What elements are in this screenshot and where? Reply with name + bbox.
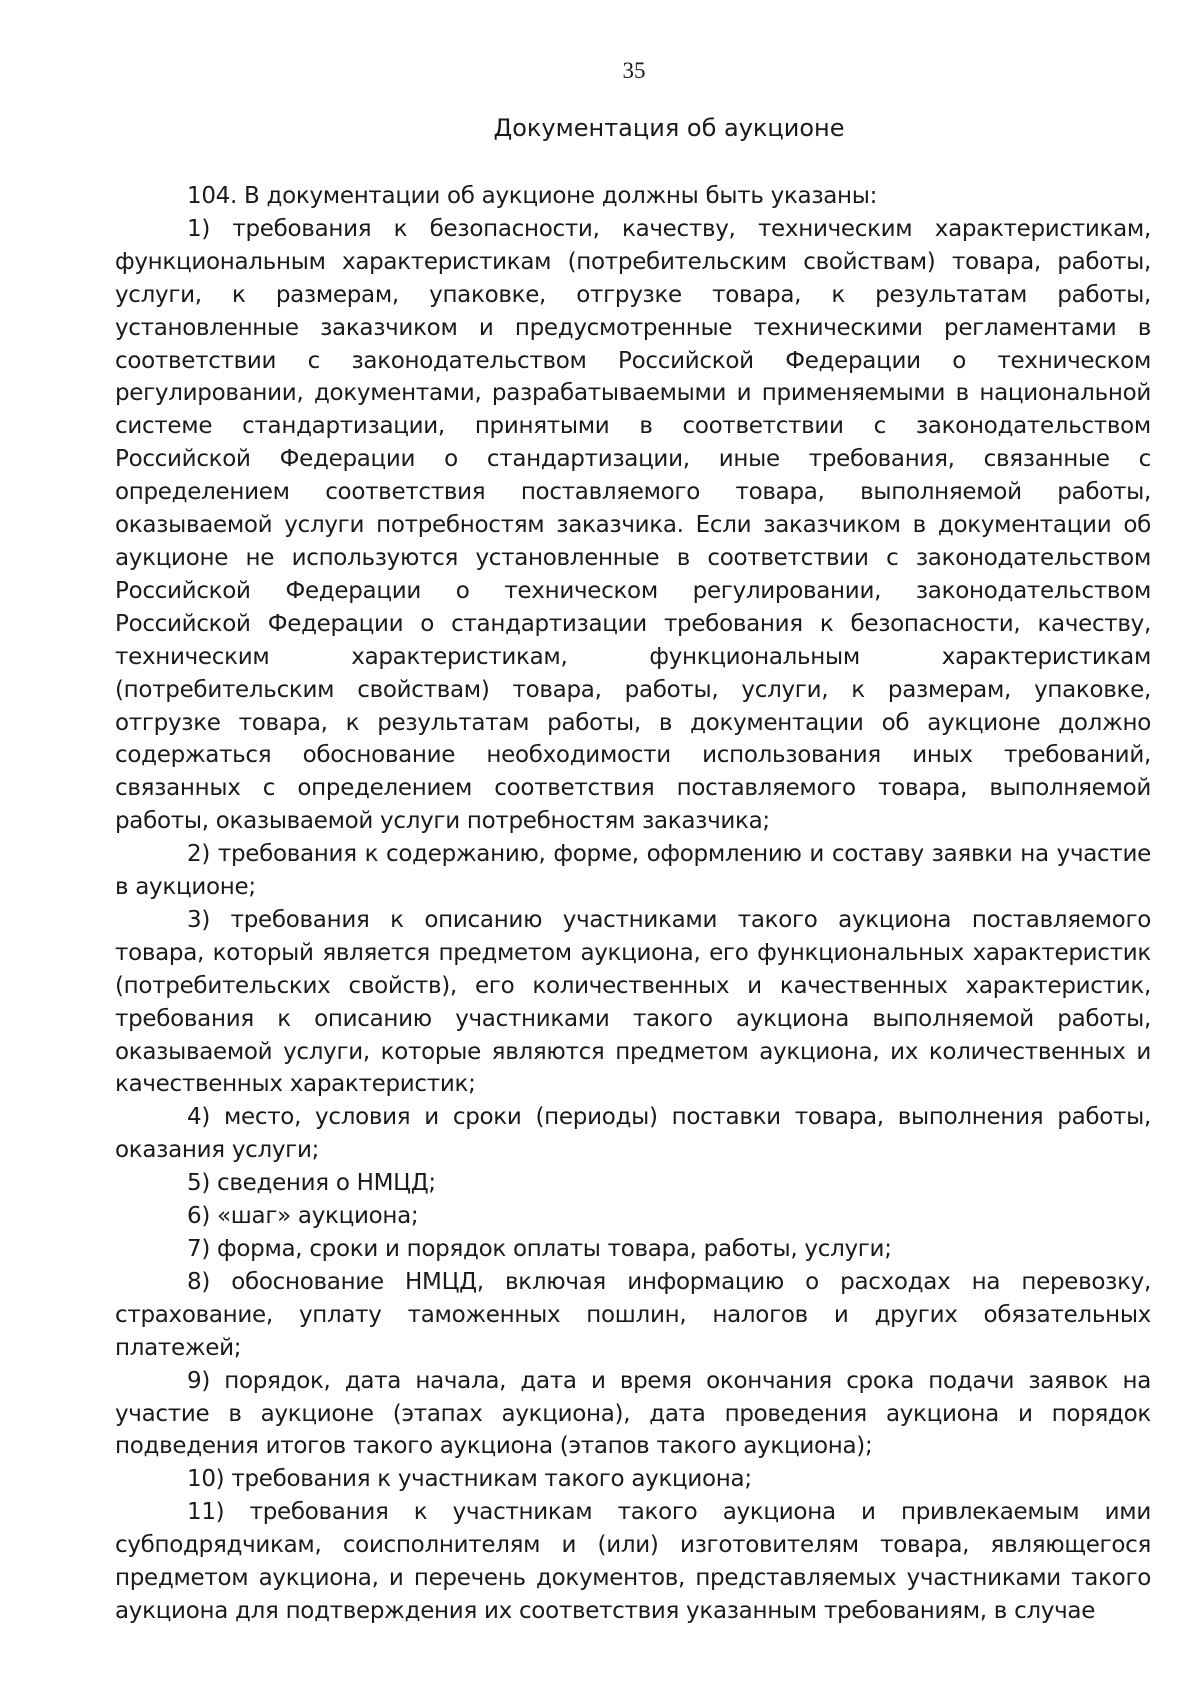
page-number: 35 <box>622 58 646 83</box>
section-title: Документация об аукционе <box>493 114 845 142</box>
document-body <box>115 180 1151 1628</box>
list-item-7: 7) форма, сроки и порядок оплаты товара, работы, услуги; <box>187 1236 892 1262</box>
list-item-1: 1) требования к безопасности, качеству, техническим характеристикам, функциональным характеристикам (потребительским свойствам) товара, работы, услуги, к размерам, упаковке, отгрузке товара, к результатам работы, установленные заказчиком и предусмотренные техническими регламентами в соответствии с законодательством Российской Федерации о техническом регулировании, документами, разрабатываемыми и применяемыми в национальной системе стандартизации, принятыми в соответствии с законодательством Российской Федерации о стандартизации, иные требования, связанные с определением соответствия поставляемого товара, выполняемой работы, оказываемой услуги потребностям заказчика. Если заказчиком в документации об аукционе не используются установленные в соответствии с законодательством Российской Федерации о техническом регулировании, законодательством Российской Федерации о стандартизации требования к безопасности, качеству, техническим характеристикам, функциональным характеристикам (потребительским свойствам) товара, работы, услуги, к размерам, упаковке, отгрузке товара, к результатам работы, в документации об аукционе должно содержаться обоснование необходимости использования иных требований, связанных с определением соответствия поставляемого товара, выполняемой работы, оказываемой услуги потребностям заказчика; <box>115 215 1151 835</box>
list-item-8: 8) обоснование НМЦД, включая информацию о расходах на перевозку, страхование, уплату таможенных пошлин, налогов и других обязательных платежей; <box>115 1268 1151 1361</box>
list-item-9: 9) порядок, дата начала, дата и время окончания срока подачи заявок на участие в аукционе (этапах аукциона), дата проведения аукциона и порядок подведения итогов такого аукциона (этапов такого аукциона); <box>115 1367 1151 1460</box>
list-item-3: 3) требования к описанию участниками такого аукциона поставляемого товара, который является предметом аукциона, его функциональных характеристик (потребительских свойств), его количественных и качественных характеристик, требования к описанию участниками такого аукциона выполняемой работы, оказываемой услуги, которые являются предметом аукциона, их количественных и качественных характеристик; <box>115 906 1151 1098</box>
list-item-4: 4) место, условия и сроки (периоды) поставки товара, выполнения работы, оказания услуги; <box>115 1104 1151 1164</box>
paragraph-104-intro: 104. В документации об аукционе должны быть указаны: <box>187 183 878 209</box>
list-item-10: 10) требования к участникам такого аукциона; <box>187 1466 752 1493</box>
list-item-6: 6) «шаг» аукциона; <box>187 1203 419 1230</box>
list-item-2: 2) требования к содержанию, форме, оформлению и составу заявки на участие в аукционе; <box>115 841 1151 901</box>
list-item-11: 11) требования к участникам такого аукциона и привлекаемым ими субподрядчикам, соисполнителям и (или) изготовителям товара, являющегося предметом аукциона, и перечень документов, представляемых участниками такого аукциона для подтверждения их соответствия указанным требованиям, в случае <box>115 1499 1151 1624</box>
list-item-5: 5) сведения о НМЦД; <box>187 1170 436 1197</box>
